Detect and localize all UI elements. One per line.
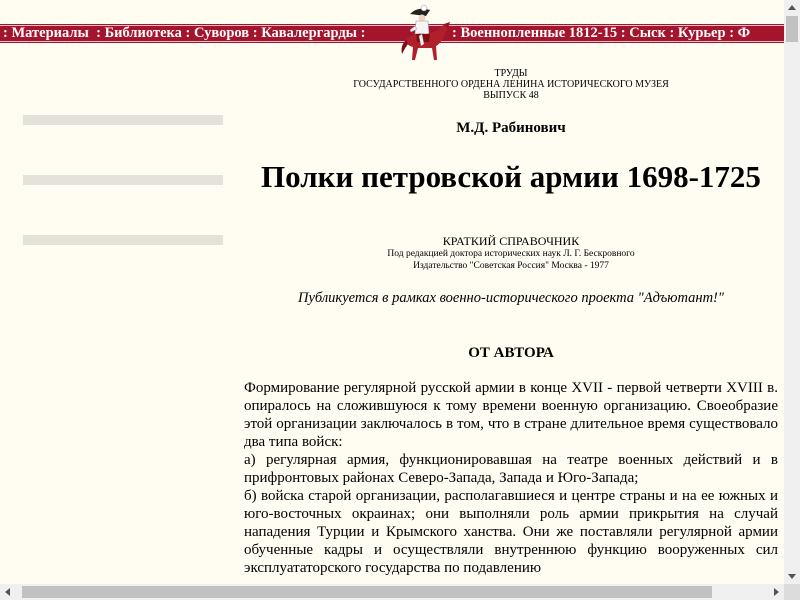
series-header [244,68,778,101]
scroll-down-button[interactable] [784,568,800,584]
nav-separator: : [360,25,366,41]
reference-block [244,235,778,272]
author-name: М.Д. Рабинович [456,120,566,136]
chevron-left-icon [5,588,10,596]
nav-separator: : [452,25,457,41]
reference-publisher: Издательство "Советская Россия" Москва - 1977 [413,261,609,271]
reference-editor: Под редакцией доктора исторических наук Л. Г. Бескровного [387,249,635,259]
paragraph: б) войска старой организации, располагавшиеся и центре страны и на ее южных и юго-восточных окраинах; они выполняли роль армии прикрытия на случай нападения Турции и Крымского ханства. Они же поставляли регулярной армии обученные кадры и осуществляли внутреннюю функцию вооруженных сил эксплуататорского государства по подавлению [244,488,778,576]
nav-separator: : [3,25,8,41]
chevron-up-icon [788,5,796,10]
publication-note: Публикуется в рамках военно-исторического проекта "Адъютант!" [298,290,724,306]
series-line-3: ВЫПУСК 48 [483,90,539,101]
horizontal-scrollbar[interactable] [0,584,784,600]
page-title: Полки петровской армии 1698-1725 [261,159,761,194]
nav-link-prisoners-of-war[interactable]: Военнопленные 1812-15 [460,25,618,41]
nav-separator: : [96,25,101,41]
sidebar-placeholder-bar [23,235,223,245]
nav-link-search[interactable]: Сыск [629,25,666,41]
vertical-scrollbar[interactable] [784,0,800,584]
nav-link-suvorov[interactable]: Суворов [193,25,250,41]
nav-separator: : [669,25,675,41]
horse-rider-logo-icon[interactable] [396,4,454,64]
nav-link-library[interactable]: Библиотека [104,25,182,41]
nav-link-materials[interactable]: Материалы [11,25,89,41]
paragraph: а) регулярная армия, функционировавшая на театре военных действий и в прифронтовых районах Северо-Запада, Запада и Юго-Запада; [244,452,778,486]
nav-separator: : [185,25,191,41]
sidebar-placeholder-bar [23,175,223,185]
sidebar-placeholder-bar [23,115,223,125]
vertical-scroll-thumb[interactable] [786,16,798,42]
reference-title: КРАТКИЙ СПРАВОЧНИК [442,234,580,248]
chevron-right-icon [774,588,779,596]
nav-right-group [452,24,750,43]
top-navigation-bar [0,24,784,43]
nav-left-group [3,24,365,43]
scroll-left-button[interactable] [0,584,16,600]
nav-separator: : [729,25,735,41]
chevron-down-icon [788,574,796,579]
nav-link-courier[interactable]: Курьер [677,25,726,41]
paragraph: Формирование регулярной русской армии в конце XVII - первой четверти XVIII в. опиралось на сложившуюся к тому времени военную организацию. Своеобразие этой организации заключалось в том, что в стране длительное время существовало два типа войск: [244,380,778,450]
article-body [244,379,778,577]
section-heading: ОТ АВТОРА [468,345,554,361]
scrollbar-corner [784,584,800,600]
series-line-2: ГОСУДАРСТВЕННОГО ОРДЕНА ЛЕНИНА ИСТОРИЧЕСКОГО МУЗЕЯ [353,79,669,90]
nav-separator: : [252,25,258,41]
scroll-right-button[interactable] [768,584,784,600]
nav-link-cavalier-guards[interactable]: Кавалергарды [261,25,357,41]
series-line-1: ТРУДЫ [494,68,528,79]
scroll-up-button[interactable] [784,0,800,16]
nav-link-f[interactable]: Ф [737,25,751,41]
horizontal-scroll-thumb[interactable] [22,586,712,598]
nav-separator: : [620,25,626,41]
